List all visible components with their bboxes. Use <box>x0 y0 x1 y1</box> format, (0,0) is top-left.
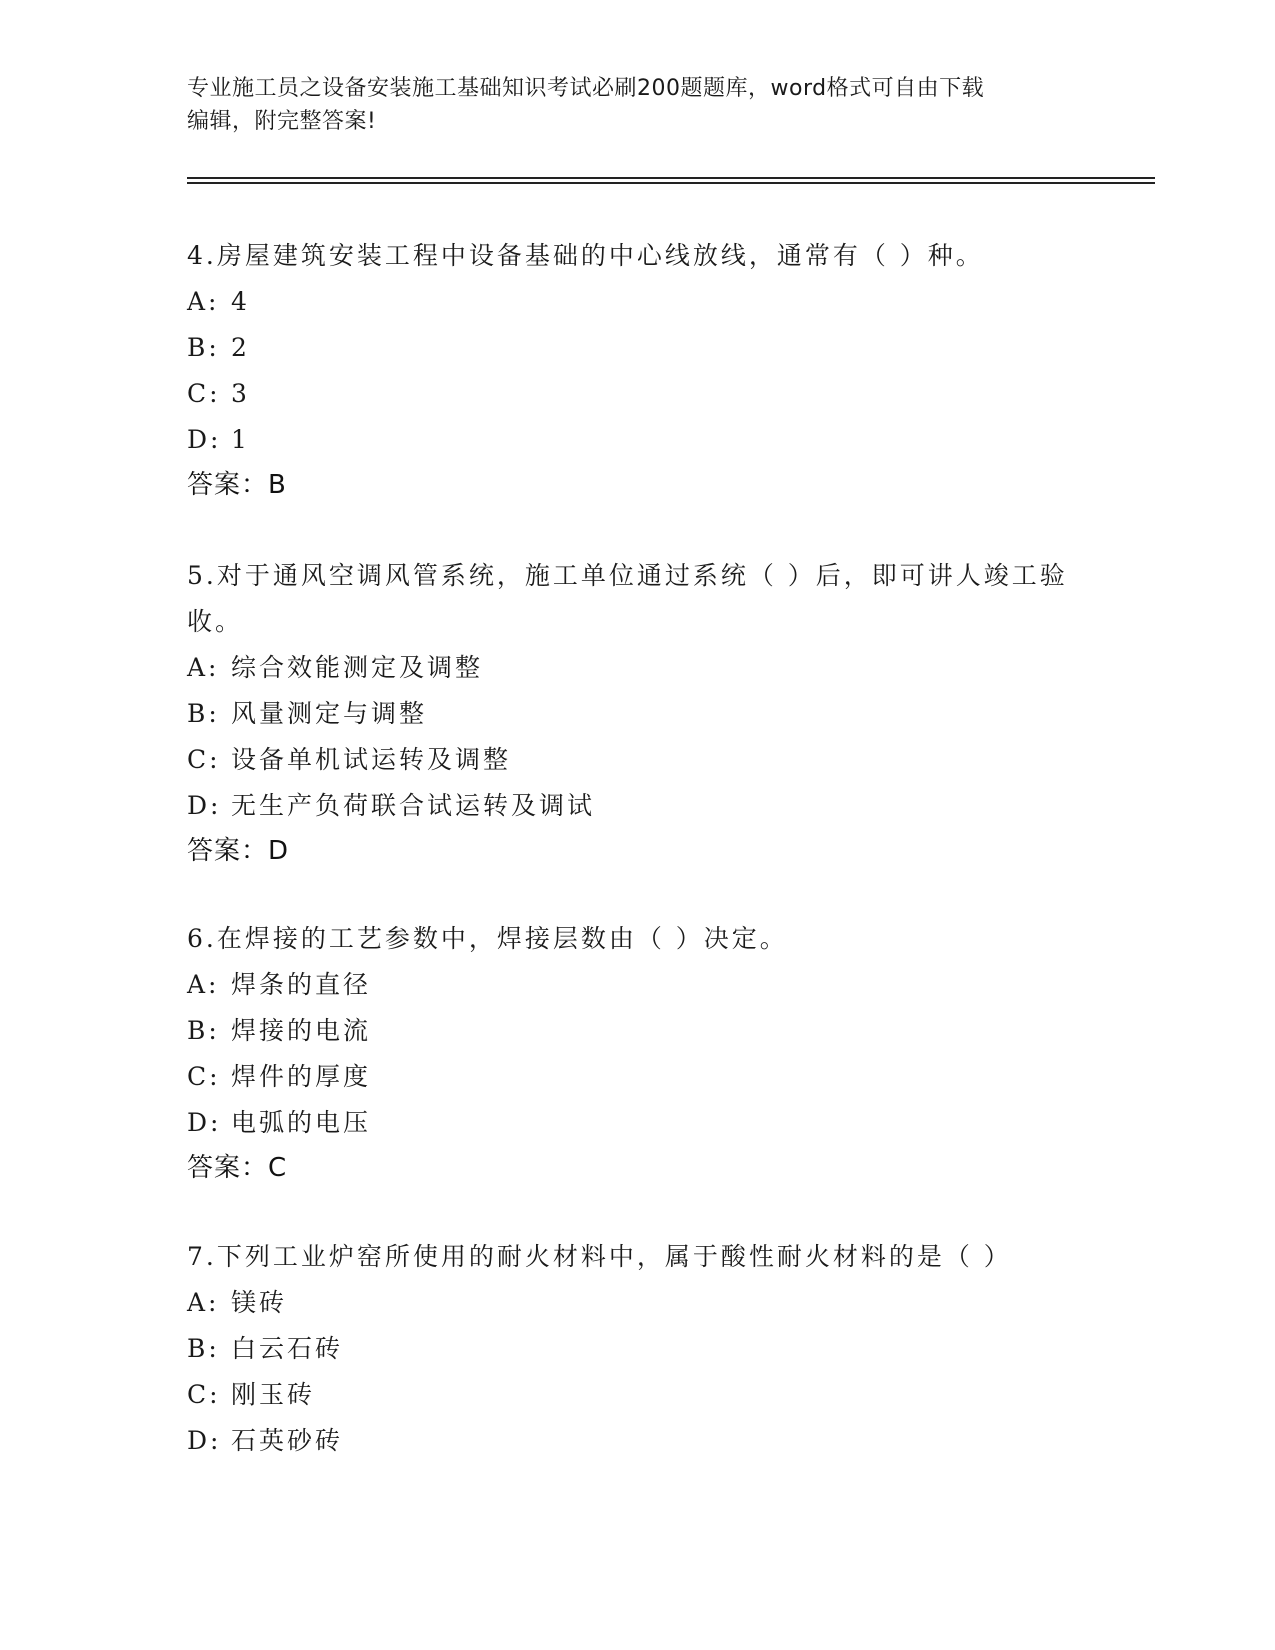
option-letter: D: <box>187 791 222 820</box>
option-letter: B: <box>187 699 220 728</box>
option-b <box>187 325 1087 371</box>
option-text: 风量测定与调整 <box>231 699 428 728</box>
option-letter: D: <box>187 1108 222 1137</box>
option-d <box>187 783 1087 829</box>
option-letter: D: <box>187 425 222 454</box>
header-divider-bottom <box>187 182 1155 184</box>
option-a <box>187 279 1087 325</box>
option-letter: C: <box>187 745 221 774</box>
question-stem: 4.房屋建筑安装工程中设备基础的中心线放线，通常有（ ）种。 <box>187 241 984 270</box>
option-letter: D: <box>187 1426 222 1455</box>
option-letter: B: <box>187 1016 220 1045</box>
answer-line: 答案：C <box>187 1153 288 1183</box>
option-letter: A: <box>187 970 220 999</box>
option-letter: A: <box>187 287 220 316</box>
question-stem: 6.在焊接的工艺参数中，焊接层数由（ ）决定。 <box>187 924 788 953</box>
option-letter: C: <box>187 1380 221 1409</box>
option-text: 3 <box>231 379 250 408</box>
option-text: 设备单机试运转及调整 <box>231 745 512 774</box>
option-c <box>187 371 1087 417</box>
question-stem: 5.对于通风空调风管系统，施工单位通过系统（ ）后，即可讲人竣工验收。 <box>187 561 1068 636</box>
question-6 <box>187 916 1087 1190</box>
header-title-line-2: 编辑，附完整答案! <box>187 109 377 134</box>
option-letter: B: <box>187 333 220 362</box>
option-a <box>187 645 1087 691</box>
option-c <box>187 1372 1087 1418</box>
question-7 <box>187 1234 1087 1464</box>
option-text: 焊条的直径 <box>231 970 372 999</box>
header-divider-top <box>187 177 1155 179</box>
option-letter: A: <box>187 653 220 682</box>
option-letter: C: <box>187 379 221 408</box>
option-d <box>187 1418 1087 1464</box>
option-text: 电弧的电压 <box>231 1108 372 1137</box>
option-b <box>187 691 1087 737</box>
option-d <box>187 1100 1087 1146</box>
option-text: 4 <box>231 287 250 316</box>
option-text: 综合效能测定及调整 <box>231 653 484 682</box>
option-text: 1 <box>231 425 250 454</box>
option-text: 2 <box>231 333 250 362</box>
answer-line: 答案：B <box>187 470 287 500</box>
option-letter: B: <box>187 1334 220 1363</box>
header-title-line-1: 专业施工员之设备安装施工基础知识考试必刷200题题库，word格式可自由下载 <box>187 76 985 101</box>
option-text: 镁砖 <box>231 1288 288 1317</box>
option-d <box>187 417 1087 463</box>
option-text: 无生产负荷联合试运转及调试 <box>231 791 596 820</box>
option-letter: A: <box>187 1288 220 1317</box>
option-letter: C: <box>187 1062 221 1091</box>
question-stem: 7.下列工业炉窑所使用的耐火材料中，属于酸性耐火材料的是（ ） <box>187 1242 1012 1271</box>
option-a <box>187 1280 1087 1326</box>
option-text: 白云石砖 <box>231 1334 344 1363</box>
option-b <box>187 1008 1087 1054</box>
option-c <box>187 1054 1087 1100</box>
option-b <box>187 1326 1087 1372</box>
option-a <box>187 962 1087 1008</box>
question-5 <box>187 553 1087 873</box>
option-text: 焊接的电流 <box>231 1016 372 1045</box>
option-text: 刚玉砖 <box>231 1380 316 1409</box>
option-c <box>187 737 1087 783</box>
answer-line: 答案：D <box>187 836 290 866</box>
option-text: 焊件的厚度 <box>231 1062 372 1091</box>
document-header <box>187 72 1067 138</box>
question-4 <box>187 233 1087 507</box>
option-text: 石英砂砖 <box>231 1426 344 1455</box>
